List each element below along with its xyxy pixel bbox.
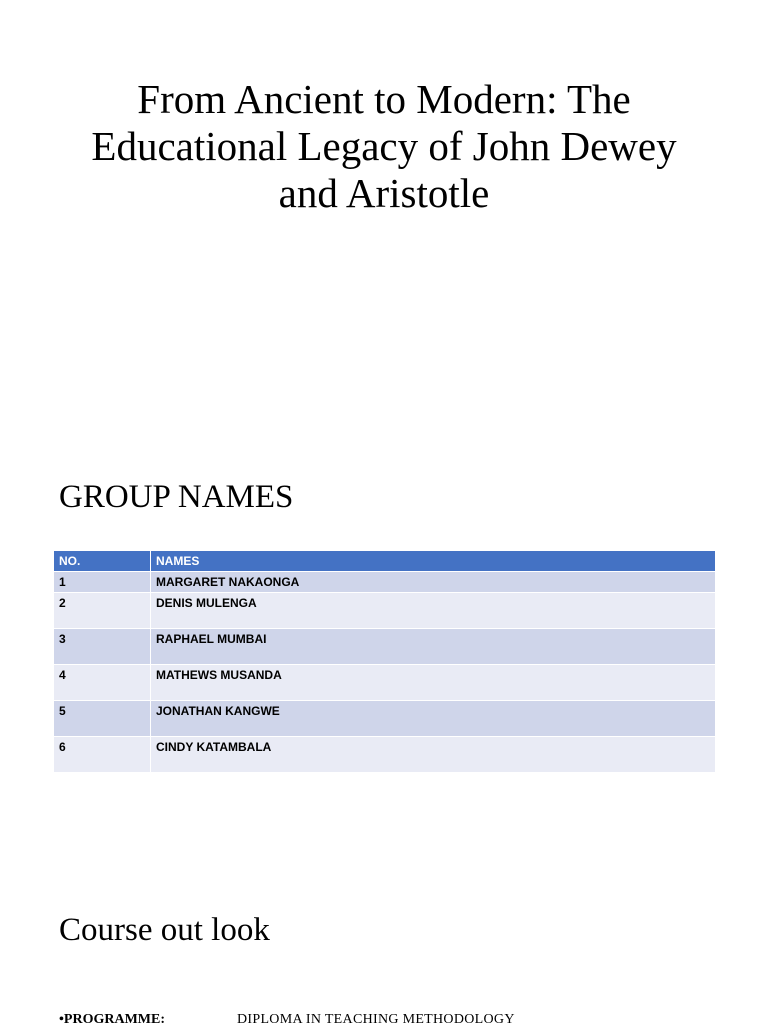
row-number: 5	[54, 701, 151, 737]
row-number: 3	[54, 629, 151, 665]
course-outlook-heading: Course out look	[59, 912, 270, 948]
column-header-names: NAMES	[151, 551, 716, 572]
row-number: 1	[54, 572, 151, 593]
document-title: From Ancient to Modern: The Educational Legacy of John Dewey and Aristotle	[91, 76, 677, 216]
row-number: 2	[54, 593, 151, 629]
programme-label: •PROGRAMME:	[59, 1012, 165, 1024]
table-row	[54, 737, 715, 773]
row-name: DENIS MULENGA	[151, 593, 716, 629]
row-number: 6	[54, 737, 151, 773]
column-header-no: NO.	[54, 551, 151, 572]
table-row	[54, 665, 715, 701]
table-row	[54, 572, 715, 593]
table-row	[54, 629, 715, 665]
row-name: MARGARET NAKAONGA	[151, 572, 716, 593]
row-name: MATHEWS MUSANDA	[151, 665, 716, 701]
group-names-table	[54, 551, 715, 772]
table-row	[54, 593, 715, 629]
programme-value: DIPLOMA IN TEACHING METHODOLOGY	[237, 1012, 515, 1024]
table-header-row	[54, 551, 715, 572]
row-name: JONATHAN KANGWE	[151, 701, 716, 737]
row-name: CINDY KATAMBALA	[151, 737, 716, 773]
row-number: 4	[54, 665, 151, 701]
row-name: RAPHAEL MUMBAI	[151, 629, 716, 665]
group-names-heading: GROUP NAMES	[59, 479, 294, 515]
programme-line	[59, 1012, 515, 1024]
table-row	[54, 701, 715, 737]
